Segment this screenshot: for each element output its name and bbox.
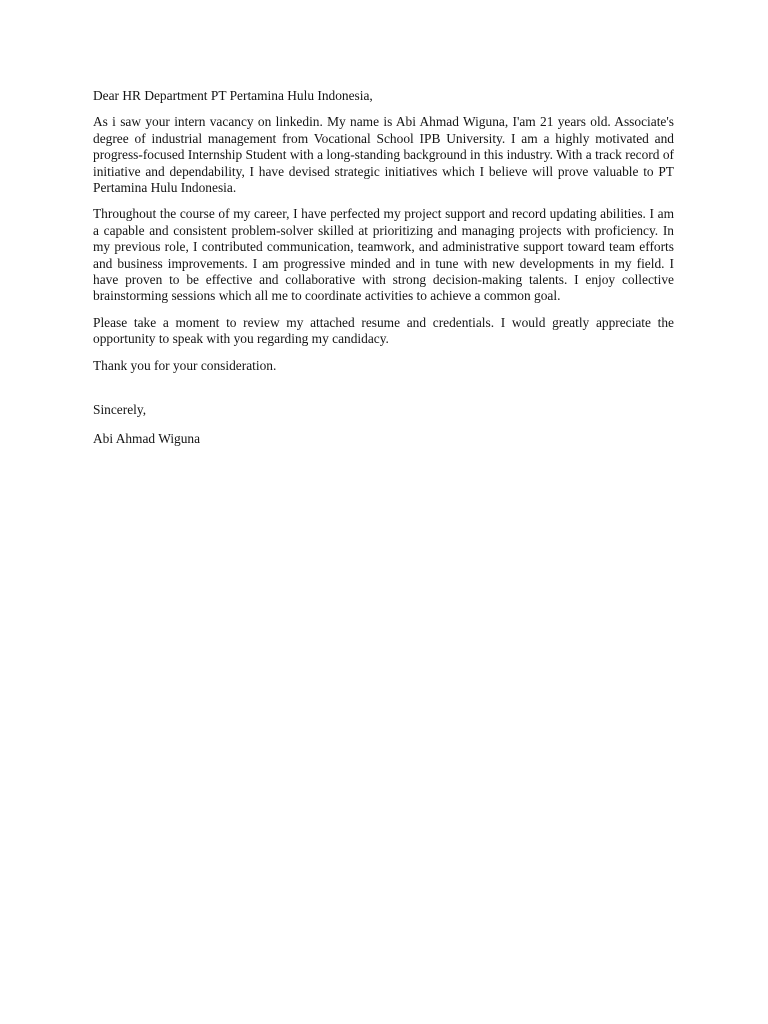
letter-paragraph-intro: As i saw your intern vacancy on linkedin. My name is Abi Ahmad Wiguna, I'am 21 years old. Associate's degree of industrial management from Vocational School IPB University. I am a highly motivated and progress-focused Internship Student with a long-standing background in this industry. With a track record of initiative and dependability, I have devised strategic initiatives which I believe will prove valuable to PT Pertamina Hulu Indonesia.	[93, 114, 674, 196]
letter-thanks: Thank you for your consideration.	[93, 357, 277, 373]
cover-letter	[93, 88, 674, 457]
letter-paragraph-request: Please take a moment to review my attached resume and credentials. I would greatly appreciate the opportunity to speak with you regarding my candidacy.	[93, 314, 674, 347]
letter-salutation: Dear HR Department PT Pertamina Hulu Indonesia,	[93, 88, 373, 103]
letter-signature: Abi Ahmad Wiguna	[93, 430, 201, 446]
letter-paragraph-experience: Throughout the course of my career, I have perfected my project support and record updating abilities. I am a capable and consistent problem-solver skilled at prioritizing and managing projects with proficiency. In my previous role, I contributed communication, teamwork, and administrative support toward team efforts and business improvements. I am progressive minded and in tune with new developments in my field. I have proven to be effective and collaborative with strong decision-making talents. I enjoy collective brainstorming sessions which all me to coordinate activities to achieve a common goal.	[93, 206, 674, 304]
letter-closing: Sincerely,	[93, 402, 147, 418]
